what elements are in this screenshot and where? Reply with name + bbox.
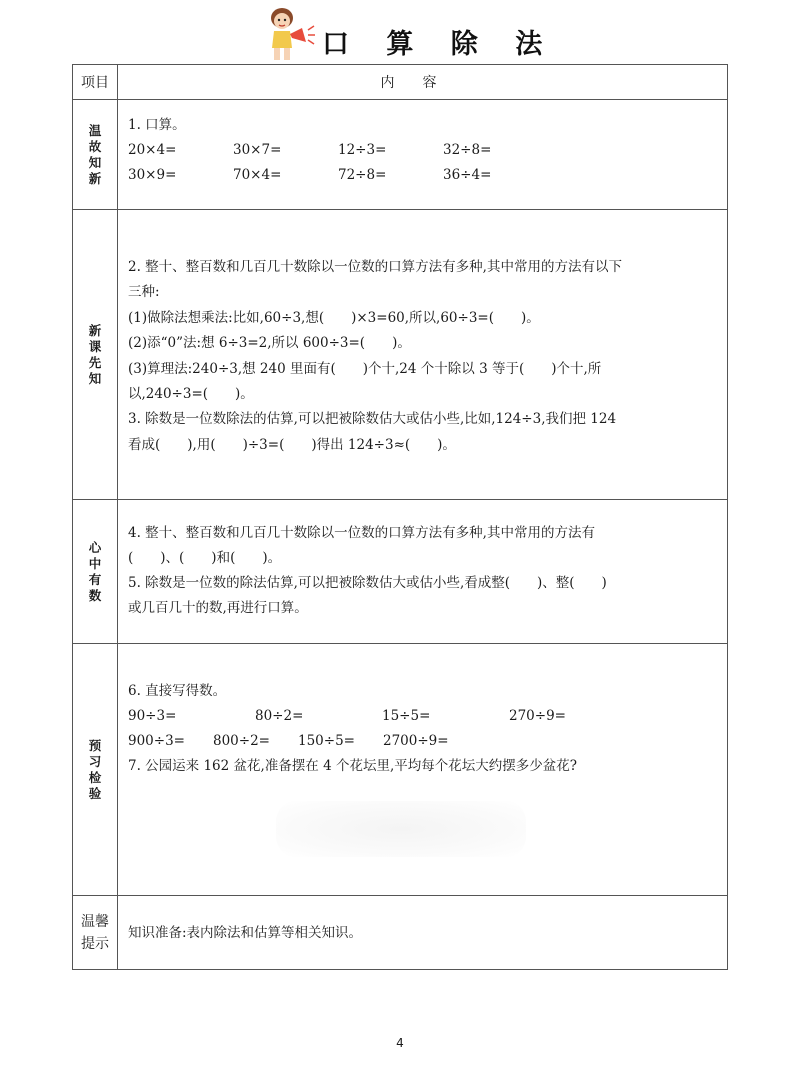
calc-item: 90÷3=	[128, 708, 177, 724]
section-content-new-lesson	[118, 210, 728, 500]
text-line: 2. 整十、整百数和几百几十数除以一位数的口算方法有多种,其中常用的方法有以下	[128, 259, 622, 275]
page-header	[0, 0, 800, 64]
question-1-items	[128, 138, 719, 188]
section-in-mind	[73, 500, 728, 644]
section-content-tips	[118, 896, 728, 970]
page-title: 口 算 除 法	[322, 29, 557, 60]
text-line: 或几百几十的数,再进行口算。	[128, 600, 308, 616]
section-new-lesson	[73, 210, 728, 500]
text-line: (3)算理法:240÷3,想 240 里面有( )个十,24 个十除以 3 等于( )个十,所	[128, 360, 602, 377]
answer-area	[276, 801, 526, 857]
section-label-preview-check: 预习检验	[73, 644, 118, 896]
text-line: (2)添“0”法:想 6÷3=2,所以 600÷3=( )。	[128, 335, 411, 352]
section-preview-check	[73, 644, 728, 896]
calc-item: 30×9=	[128, 167, 177, 183]
calc-item: 12÷3=	[338, 142, 387, 158]
calc-item: 72÷8=	[338, 167, 387, 183]
section-tips	[73, 896, 728, 970]
text-line: 看成( ),用( )÷3=( )得出 124÷3≈( )。	[128, 436, 456, 453]
calc-item: 70×4=	[233, 167, 282, 183]
calc-item: 270÷9=	[509, 708, 566, 724]
girl-with-megaphone-icon	[262, 4, 316, 64]
tips-text: 知识准备:表内除法和估算等相关知识。	[128, 925, 363, 941]
calc-item: 800÷2=	[213, 733, 270, 749]
calc-item: 20×4=	[128, 142, 177, 158]
section-label-in-mind: 心中有数	[73, 500, 118, 644]
text-line: ( )、( )和( )。	[128, 550, 282, 566]
text-line: 5. 除数是一位数的除法估算,可以把被除数估大或估小些,看成整( )、整( )	[128, 575, 607, 591]
question-1-title: 1. 口算。	[128, 117, 186, 133]
question-6-title: 6. 直接写得数。	[128, 683, 227, 699]
calc-item: 32÷8=	[443, 142, 492, 158]
question-7: 7. 公园运来 162 盆花,准备摆在 4 个花坛里,平均每个花坛大约摆多少盆花?	[128, 758, 578, 774]
text-line: (1)做除法想乘法:比如,60÷3,想( )×3=60,所以,60÷3=( )。	[128, 309, 540, 326]
calc-item: 2700÷9=	[383, 733, 449, 749]
text-line: 三种:	[128, 284, 160, 301]
header-label-cell: 项目	[73, 65, 118, 100]
text-line: 3. 除数是一位数除法的估算,可以把被除数估大或估小些,比如,124÷3,我们把 124	[128, 411, 617, 428]
calc-item: 36÷4=	[443, 167, 492, 183]
calc-item: 900÷3=	[128, 733, 185, 749]
text-line: 4. 整十、整百数和几百几十数除以一位数的口算方法有多种,其中常用的方法有	[128, 525, 595, 541]
page-number: 4	[396, 1036, 404, 1050]
section-label-tips: 温馨提示	[73, 896, 118, 970]
section-content-review	[118, 100, 728, 210]
section-label-review: 温故知新	[73, 100, 118, 210]
table-header-row	[73, 65, 728, 100]
calc-item: 150÷5=	[298, 733, 355, 749]
header-content-cell: 内容	[118, 65, 728, 100]
question-6-row-1	[128, 704, 719, 729]
text-line: 以,240÷3=( )。	[128, 386, 254, 403]
calc-item: 15÷5=	[382, 708, 431, 724]
section-content-preview-check	[118, 644, 728, 896]
worksheet-table	[72, 64, 728, 970]
calc-item: 30×7=	[233, 142, 282, 158]
calc-item: 80÷2=	[255, 708, 304, 724]
section-content-in-mind	[118, 500, 728, 644]
question-6-row-2	[128, 729, 719, 754]
section-review	[73, 100, 728, 210]
section-label-new-lesson: 新课先知	[73, 210, 118, 500]
